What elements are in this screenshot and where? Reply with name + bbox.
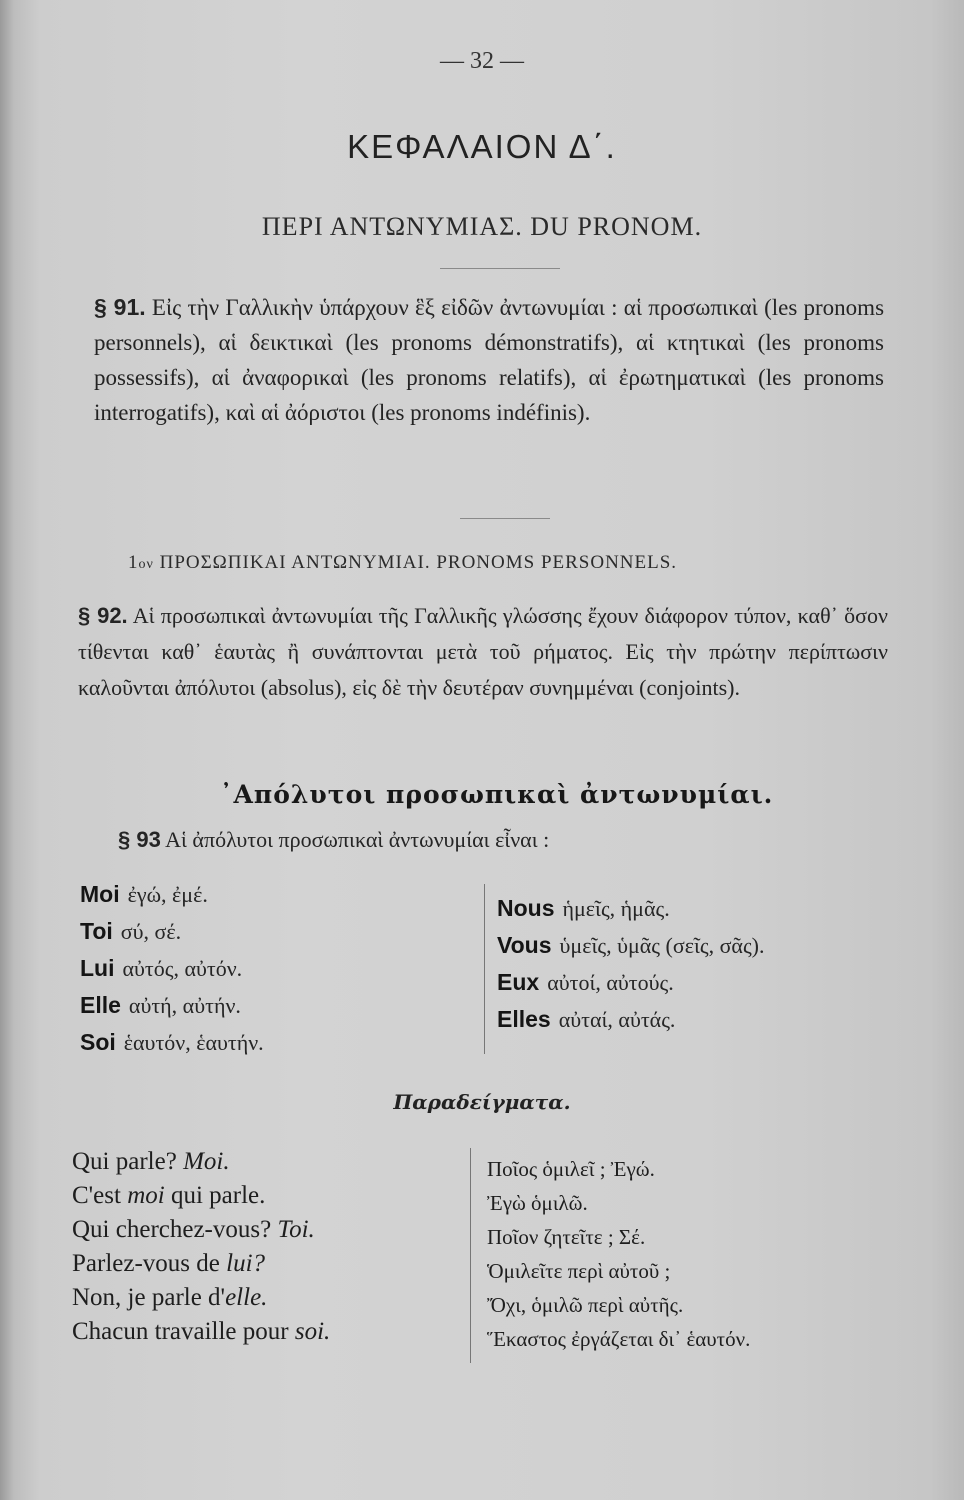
section-93-number: § 93 — [118, 827, 161, 852]
example-line: C'est moi qui parle. — [72, 1182, 266, 1209]
example-line: Non, je parle d'elle. — [72, 1284, 268, 1311]
section-93 — [118, 827, 549, 853]
greek-translation: αὐτοί, αὐτούς. — [547, 970, 674, 995]
greek-translation: ὑμεῖς, ὑμᾶς (σεῖς, σᾶς). — [559, 933, 765, 958]
pronoun-list-singular — [80, 876, 264, 1061]
example-line: Ὄχι, ὁμιλῶ περὶ αὐτῆς. — [487, 1293, 684, 1317]
page-number: — 32 — — [440, 48, 524, 74]
section-1-heading — [128, 552, 677, 574]
divider — [440, 268, 560, 269]
french-pronoun: Lui — [80, 955, 115, 981]
french-pronoun: Eux — [497, 969, 540, 995]
example-line: Ἕκαστος ἐργάζεται δι᾽ ἑαυτόν. — [487, 1327, 751, 1351]
section-1-ordinal-suffix: ον — [138, 557, 154, 572]
section-92-number: § 92. — [78, 603, 128, 628]
examples-heading: Παραδείγματα. — [393, 1090, 571, 1114]
divider — [460, 518, 550, 519]
example-line: Ἐγὼ ὁμιλῶ. — [487, 1191, 588, 1215]
french-pronoun: Elle — [80, 992, 121, 1018]
list-item — [80, 950, 264, 987]
section-93-text: Αἱ ἀπόλυτοι προσωπικαὶ ἀντωνυμίαι εἶναι : — [165, 827, 550, 852]
chapter-subtitle: ΠΕΡΙ ΑΝΤΩΝΥΜΙΑΣ. DU PRONOM. — [261, 212, 703, 241]
section-91-text: Εἰς τὴν Γαλλικὴν ὑπάρχουν ἓξ εἰδῶν ἀντωνυμίαι : αἱ προσωπικαὶ (les pronoms personnels), αἱ δεικτικαὶ (les pronoms démonstratifs), αἱ κτητικαὶ (les pronoms possessifs), αἱ ἀναφορικαὶ (les pronoms relatifs), αἱ ἐρωτηματικαὶ (les pronoms interrogatifs), καὶ αἱ ἀόριστοι (les pronoms indéfinis). — [94, 295, 885, 425]
list-item — [80, 987, 264, 1024]
french-pronoun: Toi — [80, 918, 113, 944]
list-item — [497, 890, 765, 927]
section-1-title: ΠΡΟΣΩΠΙΚΑΙ ΑΝΤΩΝΥΜΙΑΙ. PRONOMS PERSONNELS. — [159, 552, 678, 573]
example-line: Parlez-vous de lui? — [72, 1250, 266, 1277]
column-divider — [470, 1148, 471, 1363]
absolute-pronouns-heading: ᾿Απόλυτοι προσωπικαὶ ἀντωνυμίαι. — [220, 780, 774, 809]
example-line: Chacun travaille pour soi. — [72, 1318, 331, 1345]
column-divider — [484, 884, 485, 1054]
list-item — [497, 964, 765, 1001]
example-line: Ὁμιλεῖτε περὶ αὐτοῦ ; — [487, 1259, 671, 1283]
greek-translation: αὐτός, αὐτόν. — [122, 956, 243, 981]
section-1-ordinal: 1 — [128, 552, 139, 573]
example-line: Qui parle? Moi. — [72, 1148, 230, 1175]
section-91-number: § 91. — [94, 294, 146, 320]
greek-translation: ἡμεῖς, ἡμᾶς. — [562, 896, 670, 921]
list-item — [497, 1001, 765, 1038]
section-92-text: Αἱ προσωπικαὶ ἀντωνυμίαι τῆς Γαλλικῆς γλώσσης ἔχουν διάφορον τύπον, καθ᾽ ὅσον τίθενται καθ᾽ ἑαυτὰς ἢ συνάπτονται μετὰ τοῦ ρήματος. Εἰς τὴν πρώτην περίπτωσιν καλοῦνται ἀπόλυτοι (absolus), εἰς δὲ τὴν δευτέραν συνημμέναι (conjoints). — [78, 603, 888, 700]
examples-french — [72, 1145, 330, 1349]
greek-translation: αὐτή, αὐτήν. — [128, 993, 241, 1018]
french-pronoun: Nous — [497, 895, 555, 921]
example-line: Ποῖος ὁμιλεῖ ; Ἐγώ. — [487, 1157, 655, 1181]
greek-translation: ἐγώ, ἐμέ. — [127, 882, 208, 907]
example-line: Qui cherchez-vous? Toi. — [72, 1216, 315, 1243]
greek-translation: ἑαυτόν, ἑαυτήν. — [123, 1030, 264, 1055]
greek-translation: σύ, σέ. — [120, 919, 182, 944]
list-item — [497, 927, 765, 964]
french-pronoun: Soi — [80, 1029, 116, 1055]
section-91 — [94, 290, 884, 430]
french-pronoun: Vous — [497, 932, 552, 958]
french-pronoun: Moi — [80, 881, 120, 907]
example-line: Ποῖον ζητεῖτε ; Σέ. — [487, 1225, 646, 1249]
list-item — [80, 876, 264, 913]
examples-greek — [487, 1152, 750, 1356]
list-item — [80, 913, 264, 950]
chapter-title: ΚΕΦΑΛΑΙΟΝ Δ΄. — [347, 128, 617, 165]
section-92 — [78, 598, 888, 706]
list-item — [80, 1024, 264, 1061]
pronoun-list-plural — [497, 890, 765, 1038]
greek-translation: αὐταί, αὐτάς. — [558, 1007, 676, 1032]
french-pronoun: Elles — [497, 1006, 551, 1032]
